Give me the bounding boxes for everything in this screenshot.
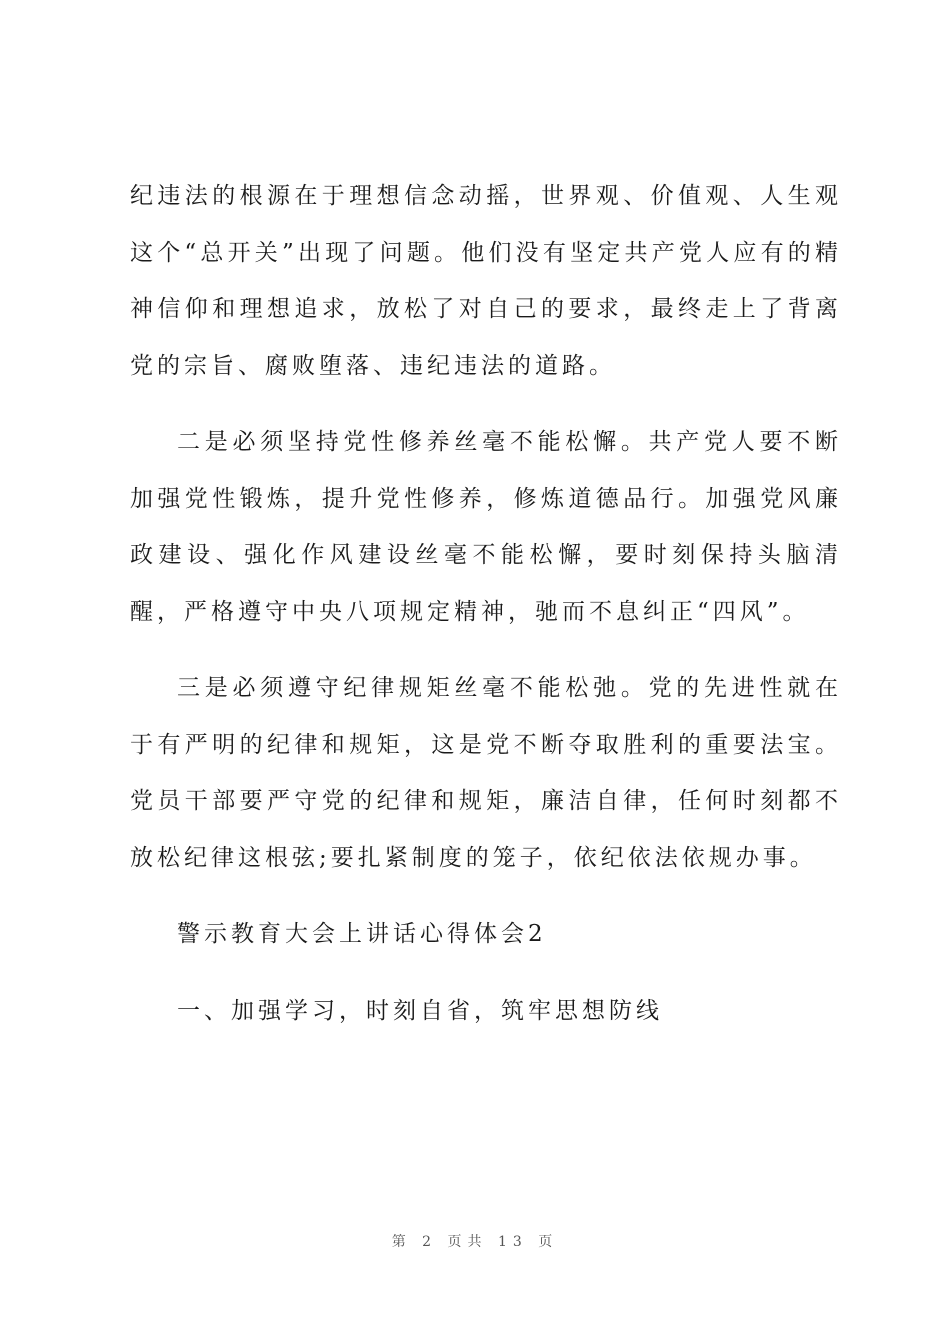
document-body	[130, 168, 842, 1059]
paragraph-point-three: 三是必须遵守纪律规矩丝毫不能松弛。党的先进性就在于有严明的纪律和规矩，这是党不断夺取胜利的重要法宝。党员干部要严守党的纪律和规矩，廉洁自律，任何时刻都不放松纪律这根弦;要扎紧制度的笼子，依纪依法依规办事。	[130, 675, 842, 871]
page-footer: 第 2 页共 13 页	[391, 1234, 559, 1250]
section-title: 警示教育大会上讲话心得体会2	[177, 921, 547, 947]
section-heading-one: 一、加强学习，时刻自省，筑牢思想防线	[177, 997, 663, 1024]
paragraph-point-two: 二是必须坚持党性修养丝毫不能松懈。共产党人要不断加强党性锻炼，提升党性修养，修炼道德品行。加强党风廉政建设、强化作风建设丝毫不能松懈，要时刻保持头脑清醒，严格遵守中央八项规定精神，驰而不息纠正“四风”。	[130, 429, 842, 625]
paragraph-continuation: 纪违法的根源在于理想信念动摇，世界观、价值观、人生观这个“总开关”出现了问题。他们没有坚定共产党人应有的精神信仰和理想追求，放松了对自己的要求，最终走上了背离党的宗旨、腐败堕落、违纪违法的道路。	[130, 183, 842, 379]
